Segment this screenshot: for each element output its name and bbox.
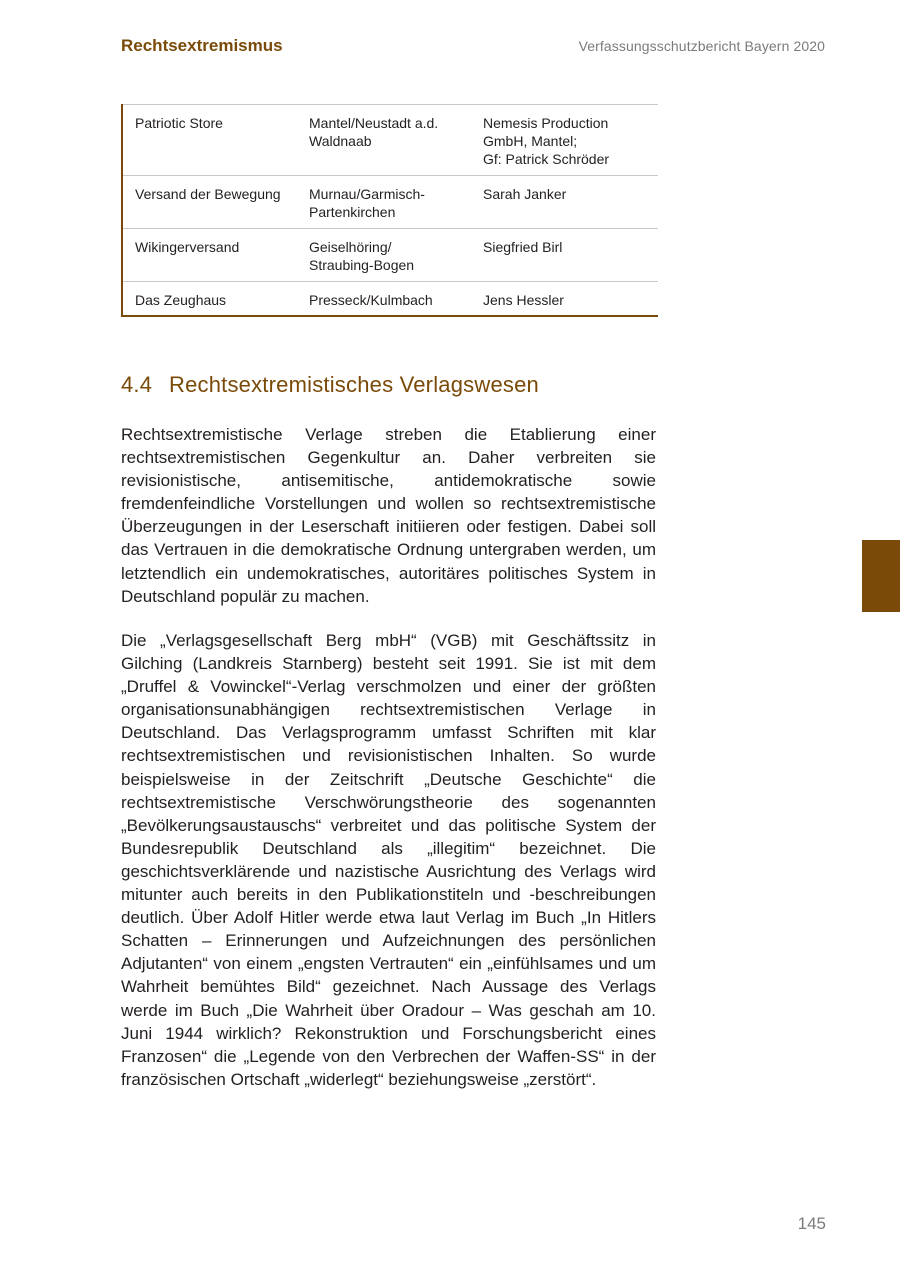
table-cell-operator: Nemesis Production GmbH, Mantel; Gf: Patrick Schröder — [483, 115, 610, 167]
page-number: 145 — [797, 1214, 826, 1233]
table-cell-operator: Siegfried Birl — [483, 239, 563, 255]
table-cell-name: Versand der Bewegung — [135, 186, 281, 202]
section-title: Rechtsextremistisches Verlagswesen — [169, 372, 539, 397]
table-cell-operator: Jens Hessler — [483, 292, 564, 308]
table-cell-location: Mantel/Neustadt a.d. Waldnaab — [309, 115, 439, 149]
body-paragraph: Die „Verlagsgesellschaft Berg mbH“ (VGB) mit Geschäftssitz in Gilching (Landkreis Starnberg) besteht seit 1991. Sie ist mit dem „Druffel & Vowinckel“-Verlag verschmolzen und einer der größten organisationsunabhängigen rechtsextremistischen Verlage in Deutschland. Das Verlagsprogramm umfasst Schriften mit klar rechtsextremistischen und revisionistischen Inhalten. So wurde beispielsweise in der Zeitschrift „Deutsche Geschichte“ die rechtsextremistische Verschwörungstheorie des sogenannten „Bevölkerungsaustauschs“ verbreitet und das politische System der Bundesrepublik Deutschland als „illegitim“ bezeichnet. Die geschichtsverklärende und nazistische Ausrichtung des Verlags wird mitunter auch bereits in den Publikationstiteln und -beschreibungen deutlich. Über Adolf Hitler werde etwa laut Verlag im Buch „In Hitlers Schatten – Erinnerungen und Aufzeichnungen des persönlichen Adjutanten“ von einem „engsten Vertrauten“ ein „einfühlsames und um Wahrheit bemühtes Bild“ gezeichnet. Nach Aussage des Verlags werde im Buch „Die Wahrheit über Oradour – Was geschah am 10. Juni 1944 wirklich? Rekonstruktion und Forschungsbericht eines Franzosen“ die „Legende von den Verbrechen der Waffen-SS“ in der französischen Ortschaft „widerlegt“ beziehungsweise „zerstört“. — [121, 631, 656, 1089]
table-row — [123, 104, 658, 175]
table-cell-name: Das Zeughaus — [135, 292, 227, 308]
body-paragraph: Rechtsextremistische Verlage streben die Etablierung einer rechtsextremistischen Gegenkultur an. Daher verbreiten sie revisionistische, antisemitische, antidemokratische sowie fremdenfeindliche Vorstellungen und wollen so rechtsextremistische Überzeugungen in der Leserschaft initiieren oder festigen. Dabei soll das Vertrauen in die demokratische Ordnung untergraben werden, um letztendlich ein undemokratisches, autoritäres politisches System in Deutschland populär zu machen. — [121, 425, 656, 606]
table-cell-location: Murnau/Garmisch- Partenkirchen — [309, 186, 425, 220]
table-row — [123, 175, 658, 228]
table-cell-location: Presseck/Kulmbach — [309, 292, 433, 308]
table-cell-location: Geiselhöring/ Straubing-Bogen — [309, 239, 415, 273]
table-cell-operator: Sarah Janker — [483, 186, 567, 202]
section-heading — [121, 372, 539, 398]
chapter-thumb-tab — [862, 540, 900, 612]
section-number: 4.4 — [121, 372, 153, 397]
table-row — [123, 281, 658, 315]
mail-order-table — [121, 104, 658, 317]
table-cell-name: Wikingerversand — [135, 239, 240, 255]
table-row — [123, 228, 658, 281]
running-header-publication: Verfassungsschutzbericht Bayern 2020 — [578, 38, 825, 54]
running-header-section: Rechtsextremismus — [121, 36, 283, 55]
table-cell-name: Patriotic Store — [135, 115, 223, 131]
